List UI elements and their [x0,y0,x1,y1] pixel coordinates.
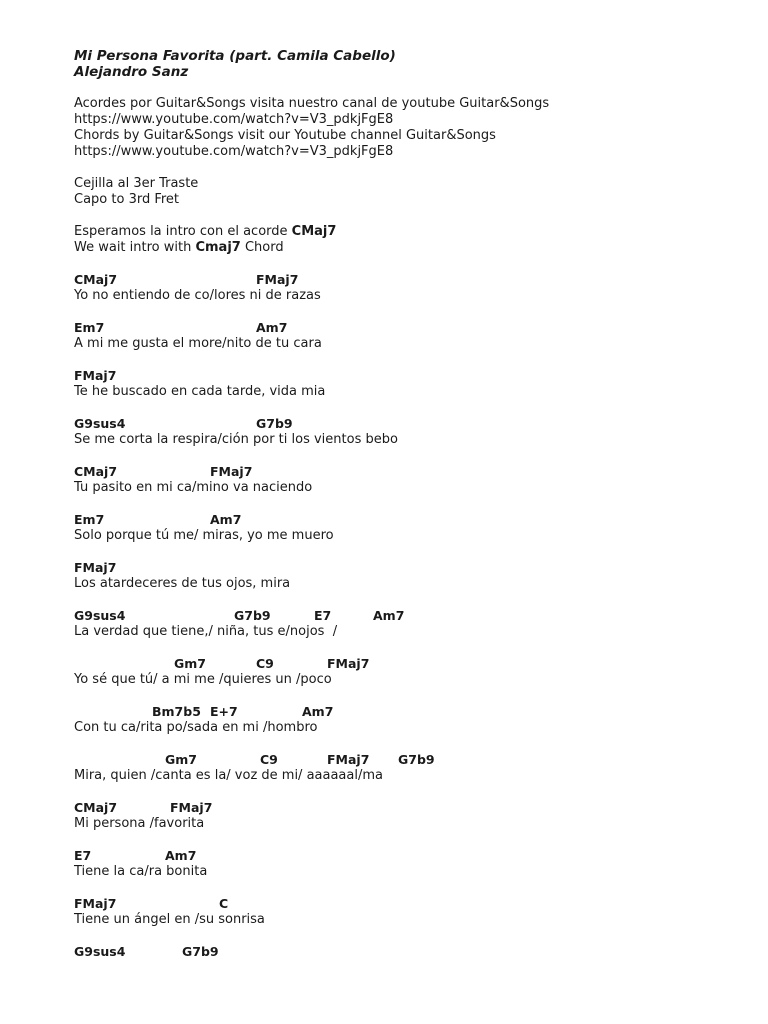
chord-am7: Am7 [302,704,334,719]
stanza [74,512,754,544]
stanza [74,944,754,960]
chord-c9: C9 [260,752,278,767]
chord-gm7: Gm7 [165,752,197,767]
stanza [74,608,754,640]
chord-cmaj7: CMaj7 [74,800,118,815]
artist-name: Alejandro Sanz [74,64,189,80]
chord-gm7: Gm7 [174,656,206,671]
credit-link-1[interactable]: https://www.youtube.com/watch?v=V3_pdkjFgE8 [74,112,394,127]
chord-line [74,944,754,960]
capo-en: Capo to 3rd Fret [74,192,180,207]
chord-cmaj7: CMaj7 [74,464,118,479]
chord-am7: Am7 [165,848,197,863]
lyric-line: Tiene un ángel en /su sonrisa [74,912,265,927]
stanza [74,272,754,304]
chord-c9: C9 [256,656,274,671]
intro-es [74,224,754,240]
chord-line [74,800,754,816]
stanza [74,896,754,928]
chord-e7: E7 [74,848,92,863]
lyric-line: Mi persona /favorita [74,816,205,831]
chord-line [74,704,754,720]
chord-g7b9: G7b9 [234,608,271,623]
chord-c: C [219,896,229,911]
spacer [74,208,754,224]
stanza [74,416,754,448]
stanza [74,560,754,592]
chord-g9sus4: G9sus4 [74,416,126,431]
credit-line-es: Acordes por Guitar&Songs visita nuestro canal de youtube Guitar&Songs [74,96,550,111]
intro-en [74,240,754,256]
chord-line [74,848,754,864]
lyric-line: Solo porque tú me/ miras, yo me muero [74,528,334,543]
chord-em7: Em7 [74,512,105,527]
lyric-line: Tiene la ca/ra bonita [74,864,208,879]
chord-line [74,320,754,336]
lyric-line: Se me corta la respira/ción por ti los vientos bebo [74,432,398,447]
chord-sheet [74,48,754,976]
chord-em7: Em7 [74,320,105,335]
chord-g9sus4: G9sus4 [74,944,126,959]
chord-fmaj7: FMaj7 [170,800,213,815]
stanza [74,752,754,784]
intro-en-text: We wait intro with [74,240,196,255]
chord-fmaj7: FMaj7 [74,368,117,383]
song-body [74,272,754,960]
chord-line [74,608,754,624]
lyric-line: Tu pasito en mi ca/mino va naciendo [74,480,313,495]
chord-fmaj7: FMaj7 [327,656,370,671]
lyric-line: Los atardeceres de tus ojos, mira [74,576,291,591]
chord-line [74,368,754,384]
chord-g7b9: G7b9 [256,416,293,431]
stanza [74,656,754,688]
chord-am7: Am7 [373,608,405,623]
chord-line [74,560,754,576]
stanza [74,800,754,832]
chord-line [74,272,754,288]
lyric-line: Mira, quien /canta es la/ voz de mi/ aaaaaal/ma [74,768,383,783]
intro-es-text: Esperamos la intro con el acorde [74,224,292,239]
stanza [74,320,754,352]
chord-e7: E7 [314,608,332,623]
lyric-line: Te he buscado en cada tarde, vida mia [74,384,326,399]
spacer [74,80,754,96]
chord-fmaj7: FMaj7 [74,896,117,911]
chord-line [74,656,754,672]
credit-line-en: Chords by Guitar&Songs visit our Youtube channel Guitar&Songs [74,128,496,143]
chord-g7b9: G7b9 [398,752,435,767]
chord-fmaj7: FMaj7 [74,560,117,575]
spacer [74,256,754,272]
chord-fmaj7: FMaj7 [256,272,299,287]
chord-am7: Am7 [210,512,242,527]
lyric-line: Yo no entiendo de co/lores ni de razas [74,288,321,303]
intro-es-chord: CMaj7 [291,224,337,239]
stanza [74,368,754,400]
lyric-line: Yo sé que tú/ a mi me /quieres un /poco [74,672,332,687]
credit-link-2[interactable]: https://www.youtube.com/watch?v=V3_pdkjFgE8 [74,144,394,159]
intro-en-text-after: Chord [240,240,284,255]
chord-e-7: E+7 [210,704,238,719]
lyric-line: La verdad que tiene,/ niña, tus e/nojos / [74,624,338,639]
chord-fmaj7: FMaj7 [327,752,370,767]
chord-bm7b5: Bm7b5 [152,704,201,719]
chord-line [74,512,754,528]
song-title: Mi Persona Favorita (part. Camila Cabello) [74,48,396,64]
capo-es: Cejilla al 3er Traste [74,176,199,191]
chord-g7b9: G7b9 [182,944,219,959]
stanza [74,848,754,880]
chord-line [74,752,754,768]
chord-fmaj7: FMaj7 [210,464,253,479]
chord-g9sus4: G9sus4 [74,608,126,623]
lyric-line: Con tu ca/rita po/sada en mi /hombro [74,720,318,735]
chord-line [74,416,754,432]
chord-am7: Am7 [256,320,288,335]
chord-line [74,464,754,480]
stanza [74,704,754,736]
chord-line [74,896,754,912]
spacer [74,160,754,176]
lyric-line: A mi me gusta el more/nito de tu cara [74,336,322,351]
chord-cmaj7: CMaj7 [74,272,118,287]
intro-en-chord: Cmaj7 [195,240,241,255]
stanza [74,464,754,496]
